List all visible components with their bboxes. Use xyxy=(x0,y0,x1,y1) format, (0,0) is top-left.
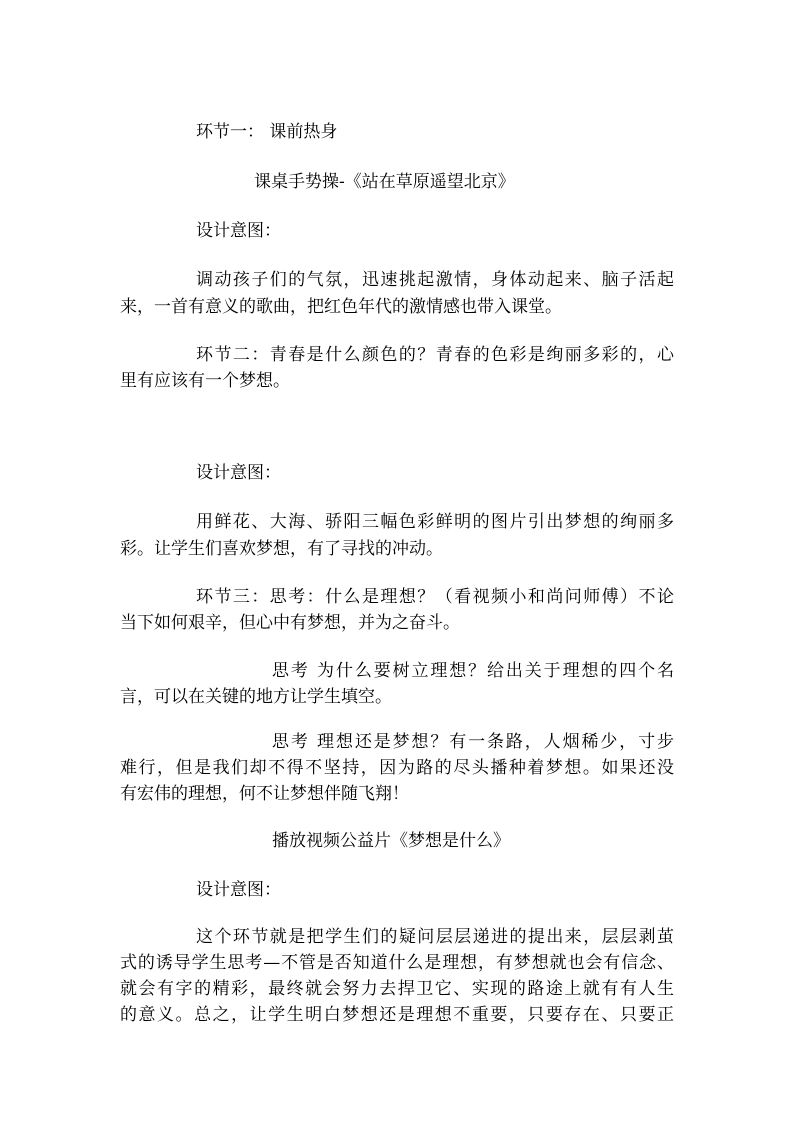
section3-heading-line: 当下如何艰辛，但心中有梦想，并为之奋斗。 xyxy=(120,613,460,633)
think1-line: 言，可以在关键的地方让学生填空。 xyxy=(120,687,392,707)
section2-intent-line: 用鲜花、大海、骄阳三幅色彩鲜明的图片引出梦想的绚丽多 xyxy=(196,512,674,532)
section1-heading: 环节一： 课前热身 xyxy=(196,122,338,142)
section2-intent-label: 设计意图： xyxy=(196,463,281,483)
section3-heading-line: 环节三：思考：什么是理想？（看视频小和尚问师傅）不论 xyxy=(196,587,674,607)
section1-intent-label: 设计意图： xyxy=(196,221,281,241)
think2-line: 难行，但是我们却不得不坚持，因为路的尽头播种着梦想。如果还没 xyxy=(120,758,674,778)
section2-intent-line: 彩。让学生们喜欢梦想，有了寻找的冲动。 xyxy=(120,539,443,559)
section3-intent-line: 的意义。总之，让学生明白梦想还是理想不重要，只要存在、只要正 xyxy=(120,1005,674,1025)
think2-line: 思考 理想还是梦想？有一条路，人烟稀少，寸步 xyxy=(272,732,674,752)
section3-intent-line: 这个环节就是把学生们的疑问层层递进的提出来，层层剥茧 xyxy=(196,927,674,947)
section1-intent-line: 来，一首有意义的歌曲，把红色年代的激情感也带入课堂。 xyxy=(120,297,562,317)
think2-line: 有宏伟的理想，何不让梦想伴随飞翔！ xyxy=(120,784,409,804)
video-title: 播放视频公益片《梦想是什么》 xyxy=(272,831,510,851)
think1-line: 思考 为什么要树立理想？给出关于理想的四个名 xyxy=(272,661,674,681)
section1-subtitle: 课桌手势操-《站在草原遥望北京》 xyxy=(254,172,515,192)
section2-heading-line: 里有应该有一个梦想。 xyxy=(120,371,290,391)
section3-intent-line: 式的诱导学生思考—不管是否知道什么是理想，有梦想就也会有信念、 xyxy=(120,953,674,973)
section3-intent-label: 设计意图： xyxy=(196,880,281,900)
section2-heading-line: 环节二：青春是什么颜色的？青春的色彩是绚丽多彩的，心 xyxy=(196,345,674,365)
section1-intent-line: 调动孩子们的气氛，迅速挑起激情，身体动起来、脑子活起 xyxy=(196,270,674,290)
section3-intent-line: 就会有字的精彩，最终就会努力去捍卫它、实现的路途上就有有人生 xyxy=(120,979,674,999)
